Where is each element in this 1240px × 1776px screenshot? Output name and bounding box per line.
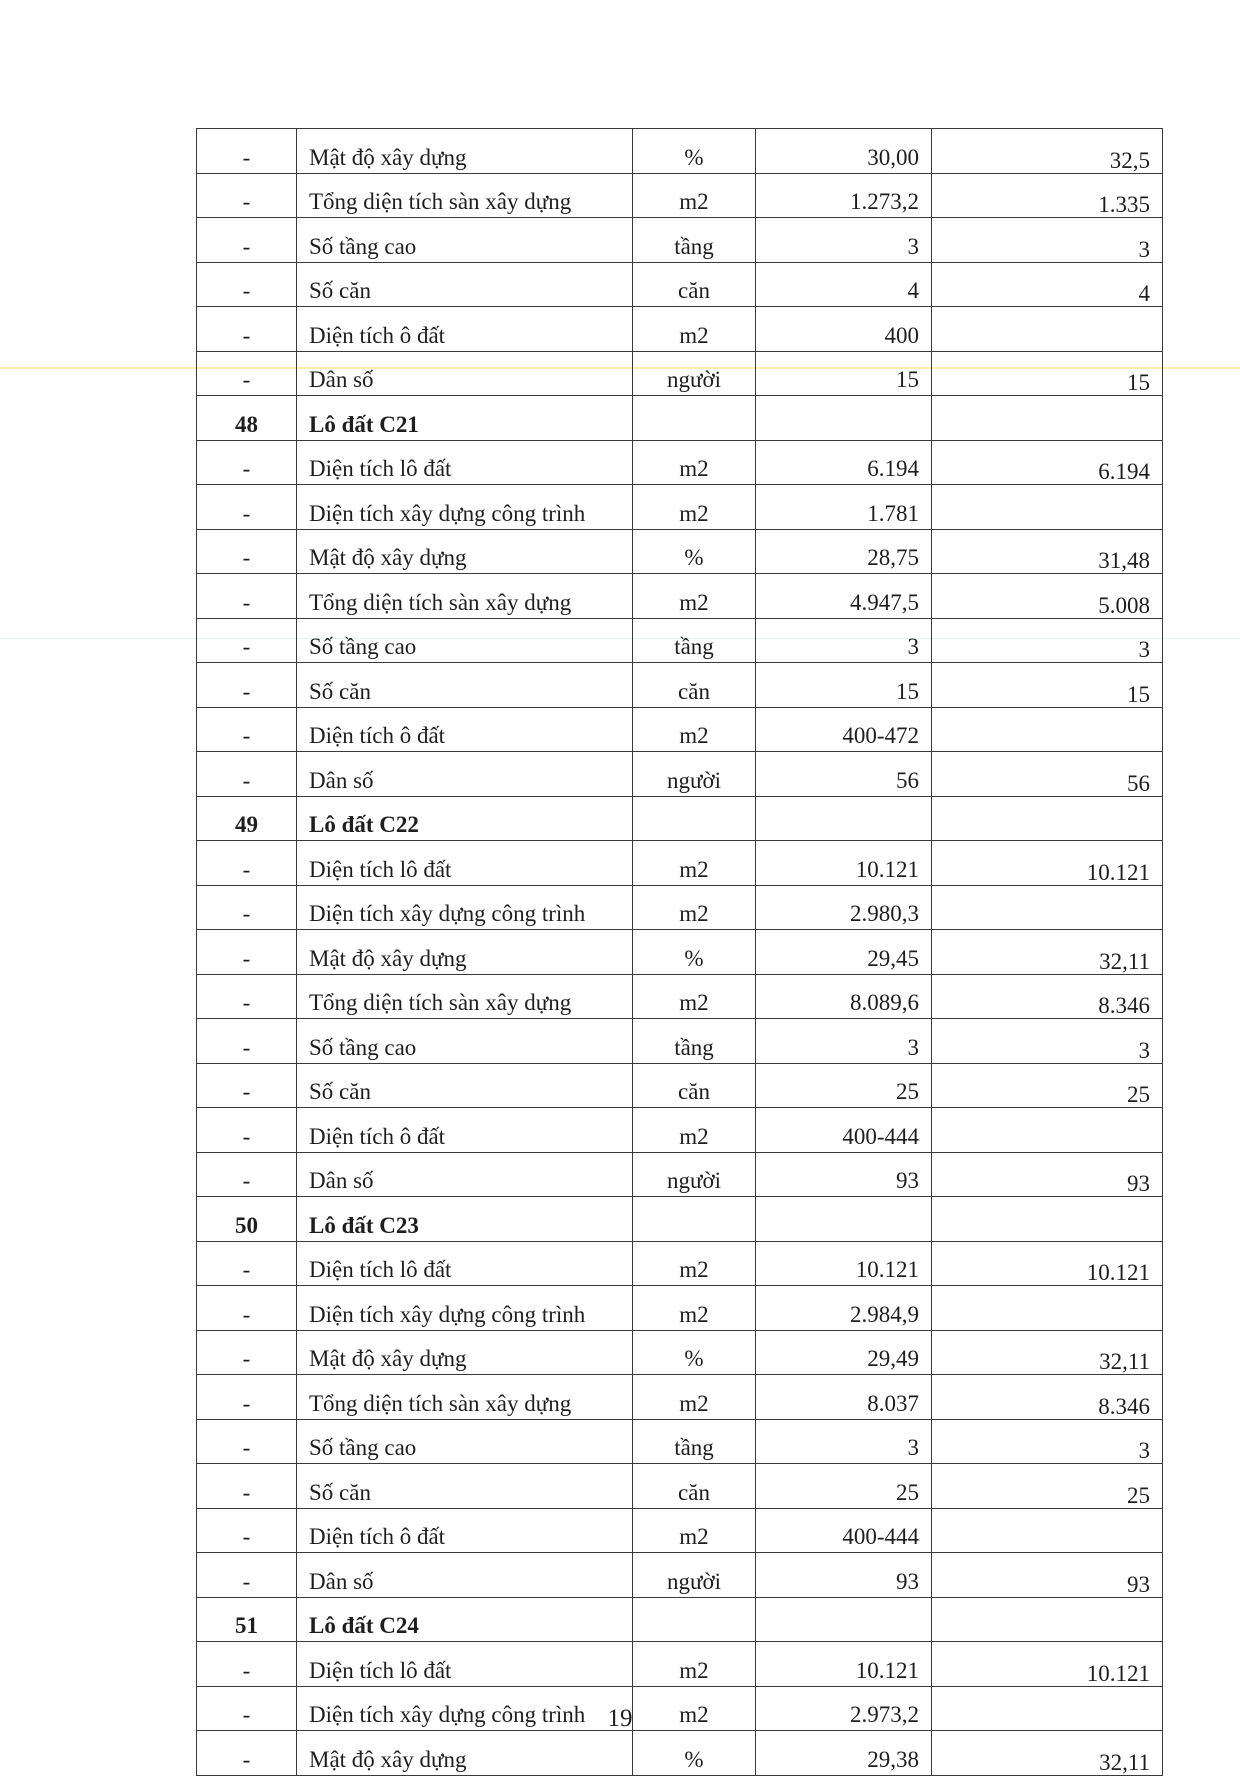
unit-cell: người	[633, 752, 756, 797]
value-current-cell: 4.947,5	[756, 574, 932, 619]
unit-cell: m2	[633, 485, 756, 530]
indicator-name-cell: Mật độ xây dựng	[297, 1731, 633, 1776]
row-index-cell: -	[197, 618, 297, 663]
indicator-name-cell: Diện tích lô đất	[297, 1642, 633, 1687]
indicator-name-cell: Diện tích ô đất	[297, 307, 633, 352]
row-index-cell: 48	[197, 396, 297, 441]
unit-cell: %	[633, 1731, 756, 1776]
unit-cell: m2	[633, 173, 756, 218]
row-index-cell: -	[197, 485, 297, 530]
row-index-cell: -	[197, 663, 297, 708]
indicator-name-cell: Số căn	[297, 262, 633, 307]
value-current-cell: 4	[756, 262, 932, 307]
value-adjusted-cell	[932, 485, 1163, 530]
unit-cell: %	[633, 1330, 756, 1375]
row-index-cell: -	[197, 1286, 297, 1331]
value-current-cell: 3	[756, 618, 932, 663]
value-adjusted-cell: 32,11	[932, 1731, 1163, 1776]
indicator-name-cell: Lô đất C22	[297, 796, 633, 841]
row-index-cell: 49	[197, 796, 297, 841]
table-group-row	[197, 1197, 1163, 1242]
value-adjusted-cell: 32,11	[932, 1330, 1163, 1375]
value-adjusted-cell: 3	[932, 618, 1163, 663]
row-index-cell: -	[197, 1553, 297, 1598]
table-group-row	[197, 396, 1163, 441]
value-adjusted-cell: 31,48	[932, 529, 1163, 574]
value-current-cell: 93	[756, 1152, 932, 1197]
row-index-cell: -	[197, 440, 297, 485]
row-index-cell: -	[197, 1375, 297, 1420]
row-index-cell: -	[197, 173, 297, 218]
row-index-cell: -	[197, 1686, 297, 1731]
value-current-cell: 400-472	[756, 707, 932, 752]
unit-cell: tầng	[633, 618, 756, 663]
row-index-cell: -	[197, 1019, 297, 1064]
table-row	[197, 1464, 1163, 1509]
table-row	[197, 1375, 1163, 1420]
value-current-cell: 8.089,6	[756, 974, 932, 1019]
row-index-cell: -	[197, 1464, 297, 1509]
table-row	[197, 307, 1163, 352]
value-adjusted-cell	[932, 707, 1163, 752]
row-index-cell: -	[197, 885, 297, 930]
row-index-cell: 51	[197, 1597, 297, 1642]
value-current-cell: 30,00	[756, 129, 932, 174]
indicator-name-cell: Tổng diện tích sàn xây dựng	[297, 974, 633, 1019]
indicator-name-cell: Diện tích ô đất	[297, 1108, 633, 1153]
value-adjusted-cell	[932, 796, 1163, 841]
value-adjusted-cell: 4	[932, 262, 1163, 307]
value-current-cell	[756, 1597, 932, 1642]
table-row	[197, 1330, 1163, 1375]
indicator-name-cell: Lô đất C24	[297, 1597, 633, 1642]
value-current-cell: 3	[756, 1019, 932, 1064]
value-adjusted-cell: 93	[932, 1152, 1163, 1197]
unit-cell: căn	[633, 1063, 756, 1108]
unit-cell: m2	[633, 1241, 756, 1286]
unit-cell: m2	[633, 574, 756, 619]
value-current-cell: 25	[756, 1464, 932, 1509]
value-adjusted-cell: 8.346	[932, 1375, 1163, 1420]
row-index-cell: -	[197, 1152, 297, 1197]
value-current-cell: 93	[756, 1553, 932, 1598]
indicator-name-cell: Số tầng cao	[297, 618, 633, 663]
unit-cell: m2	[633, 841, 756, 886]
value-adjusted-cell	[932, 307, 1163, 352]
value-adjusted-cell: 25	[932, 1464, 1163, 1509]
table-row	[197, 1731, 1163, 1776]
value-current-cell: 3	[756, 218, 932, 263]
indicator-name-cell: Diện tích lô đất	[297, 841, 633, 886]
indicator-name-cell: Diện tích xây dựng công trình	[297, 1286, 633, 1331]
unit-cell: m2	[633, 974, 756, 1019]
row-index-cell: -	[197, 841, 297, 886]
indicator-name-cell: Số căn	[297, 663, 633, 708]
table-row	[197, 173, 1163, 218]
value-current-cell: 8.037	[756, 1375, 932, 1420]
table-row	[197, 262, 1163, 307]
table-body	[197, 129, 1163, 1776]
indicator-name-cell: Diện tích lô đất	[297, 1241, 633, 1286]
value-adjusted-cell: 6.194	[932, 440, 1163, 485]
indicator-name-cell: Số tầng cao	[297, 1419, 633, 1464]
value-adjusted-cell	[932, 1108, 1163, 1153]
unit-cell: m2	[633, 307, 756, 352]
table-row	[197, 974, 1163, 1019]
row-index-cell: -	[197, 529, 297, 574]
table-row	[197, 618, 1163, 663]
value-adjusted-cell: 32,11	[932, 930, 1163, 975]
table-row	[197, 1063, 1163, 1108]
value-adjusted-cell: 32,5	[932, 129, 1163, 174]
row-index-cell: -	[197, 1508, 297, 1553]
value-adjusted-cell	[932, 1597, 1163, 1642]
value-adjusted-cell: 25	[932, 1063, 1163, 1108]
table-row	[197, 129, 1163, 174]
indicator-name-cell: Tổng diện tích sàn xây dựng	[297, 173, 633, 218]
unit-cell: căn	[633, 1464, 756, 1509]
value-current-cell: 2.973,2	[756, 1686, 932, 1731]
unit-cell: m2	[633, 1642, 756, 1687]
row-index-cell: -	[197, 752, 297, 797]
value-current-cell: 10.121	[756, 1642, 932, 1687]
indicator-name-cell: Mật độ xây dựng	[297, 930, 633, 975]
value-adjusted-cell: 5.008	[932, 574, 1163, 619]
row-index-cell: -	[197, 262, 297, 307]
indicator-name-cell: Số căn	[297, 1464, 633, 1509]
table-row	[197, 485, 1163, 530]
indicator-name-cell: Tổng diện tích sàn xây dựng	[297, 574, 633, 619]
unit-cell: %	[633, 930, 756, 975]
value-adjusted-cell: 3	[932, 1419, 1163, 1464]
row-index-cell: -	[197, 930, 297, 975]
unit-cell: m2	[633, 1286, 756, 1331]
indicator-name-cell: Lô đất C21	[297, 396, 633, 441]
value-adjusted-cell: 56	[932, 752, 1163, 797]
unit-cell: căn	[633, 262, 756, 307]
row-index-cell: -	[197, 351, 297, 396]
indicator-name-cell: Số căn	[297, 1063, 633, 1108]
value-adjusted-cell: 8.346	[932, 974, 1163, 1019]
unit-cell: m2	[633, 440, 756, 485]
unit-cell: m2	[633, 707, 756, 752]
unit-cell: căn	[633, 663, 756, 708]
unit-cell: tầng	[633, 1419, 756, 1464]
value-current-cell: 29,38	[756, 1731, 932, 1776]
unit-cell	[633, 396, 756, 441]
value-adjusted-cell: 10.121	[932, 1241, 1163, 1286]
value-current-cell: 3	[756, 1419, 932, 1464]
table-group-row	[197, 1597, 1163, 1642]
table-row	[197, 1553, 1163, 1598]
indicator-name-cell: Diện tích lô đất	[297, 440, 633, 485]
table-row	[197, 1419, 1163, 1464]
table-row	[197, 1508, 1163, 1553]
indicator-name-cell: Diện tích xây dựng công trình	[297, 485, 633, 530]
indicator-name-cell: Lô đất C23	[297, 1197, 633, 1242]
row-index-cell: -	[197, 1108, 297, 1153]
table-row	[197, 574, 1163, 619]
row-index-cell: -	[197, 218, 297, 263]
unit-cell: người	[633, 1553, 756, 1598]
row-index-cell: -	[197, 707, 297, 752]
value-adjusted-cell: 10.121	[932, 1642, 1163, 1687]
indicator-name-cell: Mật độ xây dựng	[297, 529, 633, 574]
value-current-cell	[756, 396, 932, 441]
table-row	[197, 663, 1163, 708]
value-current-cell: 28,75	[756, 529, 932, 574]
table-row	[197, 351, 1163, 396]
value-current-cell: 2.980,3	[756, 885, 932, 930]
row-index-cell: -	[197, 1419, 297, 1464]
row-index-cell: -	[197, 1330, 297, 1375]
table-row	[197, 752, 1163, 797]
value-adjusted-cell: 15	[932, 351, 1163, 396]
unit-cell: %	[633, 529, 756, 574]
table-row	[197, 1286, 1163, 1331]
indicator-name-cell: Dân số	[297, 1152, 633, 1197]
indicator-name-cell: Dân số	[297, 351, 633, 396]
indicator-name-cell: Diện tích ô đất	[297, 1508, 633, 1553]
indicator-name-cell: Số tầng cao	[297, 1019, 633, 1064]
land-lot-table	[196, 128, 1163, 1776]
unit-cell: m2	[633, 1686, 756, 1731]
indicator-name-cell: Diện tích xây dựng công trình	[297, 885, 633, 930]
value-adjusted-cell: 93	[932, 1553, 1163, 1598]
value-current-cell	[756, 796, 932, 841]
value-current-cell: 29,49	[756, 1330, 932, 1375]
row-index-cell: -	[197, 1642, 297, 1687]
unit-cell: tầng	[633, 1019, 756, 1064]
table-row	[197, 1108, 1163, 1153]
table-row	[197, 885, 1163, 930]
value-current-cell: 56	[756, 752, 932, 797]
indicator-name-cell: Dân số	[297, 752, 633, 797]
value-current-cell: 10.121	[756, 1241, 932, 1286]
indicator-name-cell: Dân số	[297, 1553, 633, 1598]
row-index-cell: 50	[197, 1197, 297, 1242]
value-current-cell: 15	[756, 351, 932, 396]
value-current-cell: 400-444	[756, 1108, 932, 1153]
value-current-cell: 1.781	[756, 485, 932, 530]
table-row	[197, 841, 1163, 886]
table-row	[197, 440, 1163, 485]
unit-cell: người	[633, 1152, 756, 1197]
value-adjusted-cell: 1.335	[932, 173, 1163, 218]
indicator-name-cell: Số tầng cao	[297, 218, 633, 263]
table-row	[197, 930, 1163, 975]
unit-cell	[633, 796, 756, 841]
unit-cell: m2	[633, 1375, 756, 1420]
indicator-name-cell: Diện tích ô đất	[297, 707, 633, 752]
table-row	[197, 1642, 1163, 1687]
unit-cell: tầng	[633, 218, 756, 263]
unit-cell: m2	[633, 1508, 756, 1553]
row-index-cell: -	[197, 129, 297, 174]
value-adjusted-cell: 3	[932, 1019, 1163, 1064]
value-current-cell: 6.194	[756, 440, 932, 485]
table-row	[197, 1152, 1163, 1197]
row-index-cell: -	[197, 574, 297, 619]
value-current-cell: 15	[756, 663, 932, 708]
value-current-cell: 400	[756, 307, 932, 352]
value-adjusted-cell: 15	[932, 663, 1163, 708]
value-current-cell: 1.273,2	[756, 173, 932, 218]
indicator-name-cell: Mật độ xây dựng	[297, 129, 633, 174]
row-index-cell: -	[197, 1063, 297, 1108]
unit-cell	[633, 1597, 756, 1642]
row-index-cell: -	[197, 1731, 297, 1776]
value-adjusted-cell	[932, 1286, 1163, 1331]
table-row	[197, 1019, 1163, 1064]
table-row	[197, 1241, 1163, 1286]
indicator-name-cell: Mật độ xây dựng	[297, 1330, 633, 1375]
value-current-cell	[756, 1197, 932, 1242]
value-current-cell: 10.121	[756, 841, 932, 886]
value-adjusted-cell	[932, 396, 1163, 441]
value-adjusted-cell	[932, 1508, 1163, 1553]
indicator-name-cell: Diện tích xây dựng công trình	[297, 1686, 633, 1731]
page-number: 19	[607, 1705, 633, 1732]
indicator-name-cell: Tổng diện tích sàn xây dựng	[297, 1375, 633, 1420]
table-row	[197, 218, 1163, 263]
value-adjusted-cell: 10.121	[932, 841, 1163, 886]
value-current-cell: 25	[756, 1063, 932, 1108]
value-adjusted-cell	[932, 1197, 1163, 1242]
row-index-cell: -	[197, 974, 297, 1019]
unit-cell	[633, 1197, 756, 1242]
unit-cell: người	[633, 351, 756, 396]
value-current-cell: 29,45	[756, 930, 932, 975]
table-row	[197, 529, 1163, 574]
unit-cell: m2	[633, 885, 756, 930]
unit-cell: %	[633, 129, 756, 174]
row-index-cell: -	[197, 307, 297, 352]
value-adjusted-cell: 3	[932, 218, 1163, 263]
row-index-cell: -	[197, 1241, 297, 1286]
table-row	[197, 707, 1163, 752]
value-current-cell: 400-444	[756, 1508, 932, 1553]
value-current-cell: 2.984,9	[756, 1286, 932, 1331]
value-adjusted-cell	[932, 885, 1163, 930]
unit-cell: m2	[633, 1108, 756, 1153]
table-group-row	[197, 796, 1163, 841]
